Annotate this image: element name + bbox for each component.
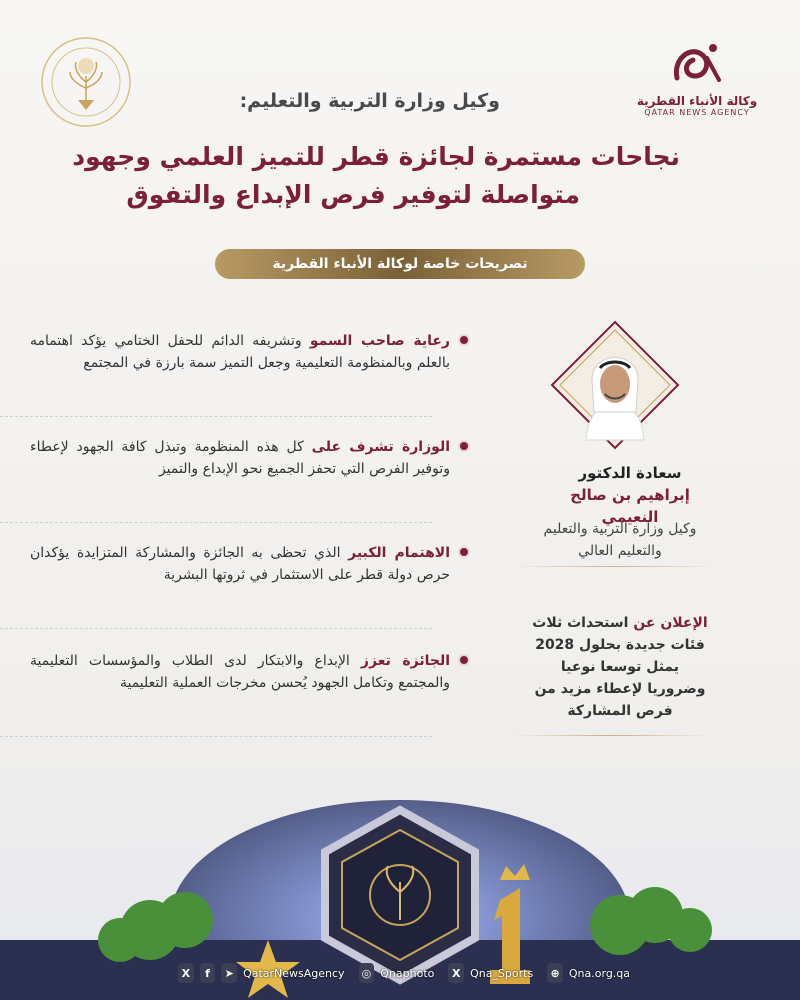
announcement-highlight: الإعلان عن [633, 615, 708, 631]
announcement [530, 612, 710, 722]
handle-sports[interactable]: Qna_Sports [470, 966, 534, 980]
bullet-highlight: الجائزة تعزز [360, 653, 451, 669]
award-seal-icon [40, 36, 132, 128]
bullet-text: كل هذه المنظومة وتبذل كافة الجهود لإعطاء وتوفير الفرص التي تحفز الجميع نحو الإبداع والتميز [30, 439, 450, 477]
bullet-highlight: الوزارة تشرف على [311, 439, 450, 455]
bullet-dot [460, 336, 468, 344]
x-icon[interactable]: X [448, 963, 464, 983]
logo-english: QATAR NEWS AGENCY [644, 108, 750, 117]
divider [0, 628, 432, 629]
bullet-item [30, 330, 450, 374]
person-role-line-2: والتعليم العالي [578, 543, 662, 559]
headline-line-1: نجاحات مستمرة لجائزة قطر للتميز العلمي وجهود [72, 142, 680, 171]
bullet-highlight: رعاية صاحب السمو [309, 333, 450, 349]
bullet-item [30, 650, 450, 694]
person-role [520, 518, 720, 562]
bullet-dot [460, 548, 468, 556]
bullet-item [30, 436, 450, 480]
announcement-text: استحداث ثلاث فئات جديدة بحلول 2028 يمثل توسعا نوعيا وضروريا لإعطاء مزيد من فرص المشاركة [532, 615, 706, 719]
handle-photo[interactable]: Qnaphoto [380, 966, 435, 980]
telegram-icon[interactable]: ➤ [221, 963, 237, 983]
qna-emblem-icon [667, 40, 727, 86]
bullet-text: الذي تحظى به الجائزة والمشاركة المتزايدة يؤكدان حرص دولة قطر على الاستثمار في ثروتها البشرية [30, 545, 450, 583]
bullet-text: وتشريفه الدائم للحفل الختامي يؤكد اهتمامه بالعلم وبالمنظومة التعليمية وجعل التميز سمة بارزة في المجتمع [30, 333, 450, 371]
footer-social-bar [178, 960, 638, 986]
person-role-line-1: وكيل وزارة التربية والتعليم [543, 521, 697, 537]
bullet-dot [460, 656, 468, 664]
person-fullname: إبراهيم بن صالح النعيمي [570, 486, 690, 526]
instagram-icon[interactable]: ◎ [359, 963, 375, 983]
handle-qna[interactable]: QatarNewsAgency [243, 966, 345, 980]
handle-website[interactable]: Qna.org.qa [568, 966, 631, 980]
divider [510, 735, 710, 736]
x-icon[interactable]: X [178, 963, 194, 983]
globe-icon[interactable]: ⊕ [547, 963, 563, 983]
bullet-text: الإبداع والابتكار لدى الطلاب والمؤسسات التعليمية والمجتمع وتكامل الجهود يُحسن مخرجات العملية التعليمية [30, 653, 450, 691]
logo-arabic: وكالة الأنباء القطرية [636, 94, 758, 108]
person-honorific: سعادة الدكتور [578, 464, 682, 482]
page-subtitle: وكيل وزارة التربية والتعليم: [239, 90, 500, 112]
bullet-item [30, 542, 450, 586]
divider [0, 522, 432, 523]
source-pill: تصريحات خاصة لوكالة الأنباء القطرية [215, 249, 585, 279]
divider [0, 736, 432, 737]
bullet-highlight: الاهتمام الكبير [348, 545, 450, 561]
portrait [550, 320, 680, 450]
headline-line-2: متواصلة لتوفير فرص الإبداع والتفوق [126, 180, 580, 209]
facebook-icon[interactable]: f [200, 963, 216, 983]
bullet-dot [460, 442, 468, 450]
qna-logo [632, 40, 762, 117]
divider [0, 416, 432, 417]
divider [512, 566, 717, 567]
